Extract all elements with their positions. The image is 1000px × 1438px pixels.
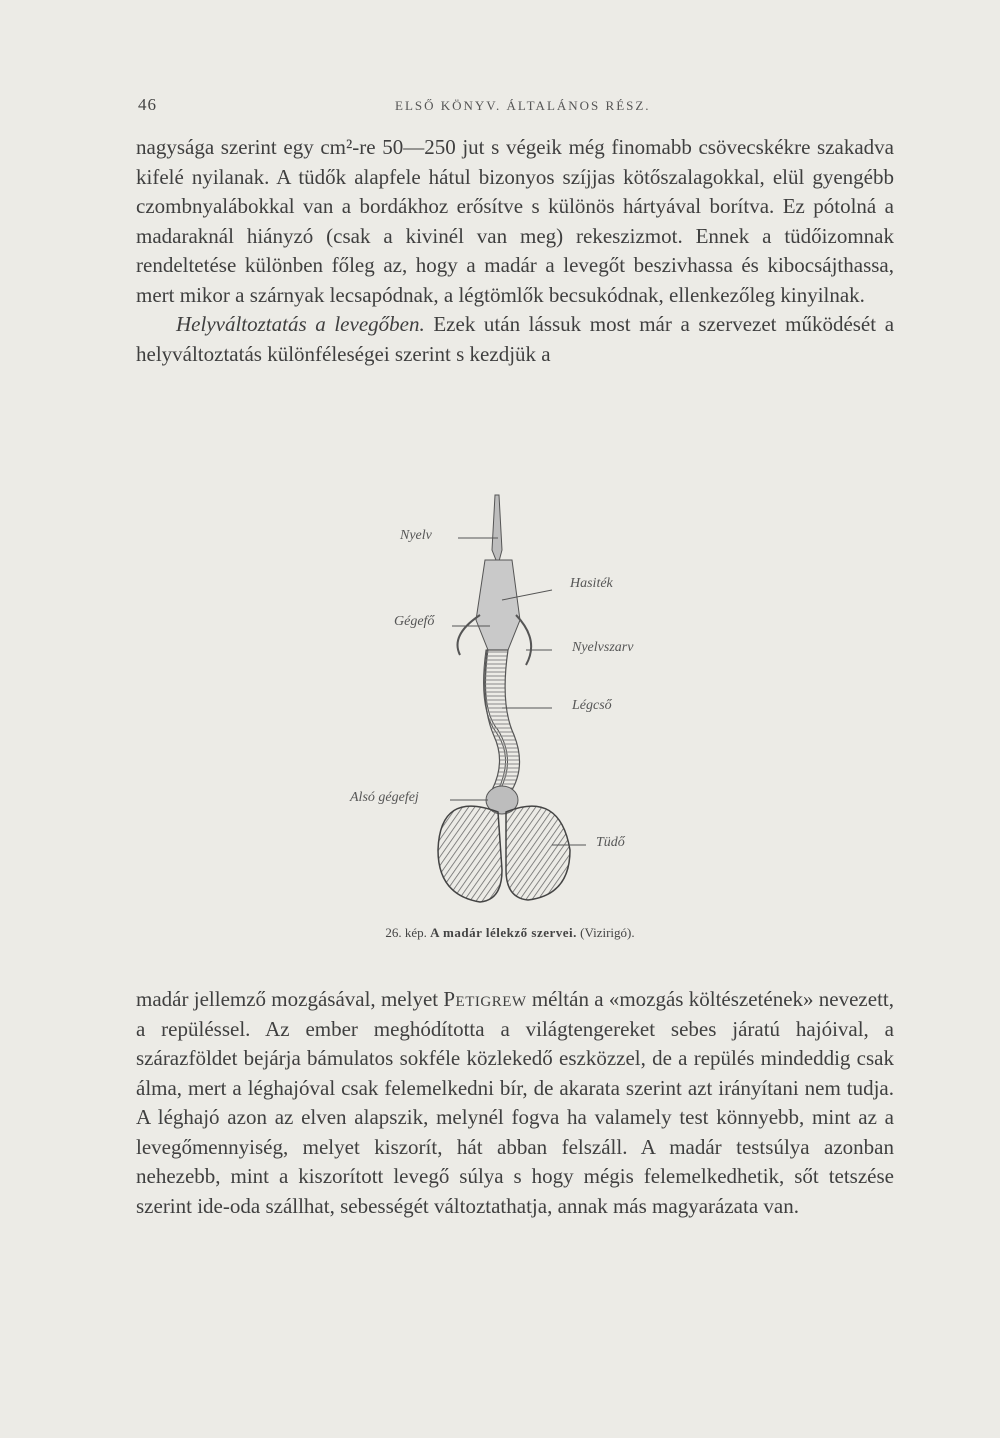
author-name: Petigrew	[443, 987, 527, 1011]
label-legcso: Légcső	[572, 698, 612, 713]
paragraph-bottom-text	[136, 985, 894, 1221]
trachea-body	[485, 650, 520, 790]
right-lung-shape	[506, 806, 570, 900]
caption-title: A madár lélekző szervei.	[430, 925, 577, 940]
respiratory-organs-illustration	[330, 490, 690, 910]
paragraph-bottom-part2: méltán a «mozgás költészetének» nevezett, a repüléssel. Az ember meghódította a világtengereket sebes járatú hajóival, a szárazföldet bejárja bámulatos sokféle közlekedő eszközzel, de a repülés mindeddig csak álma, mert a léghajóval csak felemelkedni bír, de akarata szerint azt irányítani nem tudja. A léghajó azon az elven alapszik, melynél fogva ha valamely test könnyebb, mint az a levegőmennyiség, melyet kiszorít, hát abban felszáll. A madár testsúlya azonban nehezebb, mint a kiszorított levegő súlya s hogy mégis felemelkedhetik, sőt tetszése szerint ide-oda szállhat, sebességét változtathatja, annak más magyarázata van.	[136, 987, 894, 1218]
label-gegefo: Gégefő	[394, 614, 435, 629]
label-tudo: Tüdő	[596, 835, 625, 850]
label-nyelvszarv: Nyelvszarv	[572, 640, 634, 655]
left-lung-shape	[438, 806, 502, 902]
figure-caption	[340, 925, 680, 941]
larynx-shape	[476, 560, 520, 650]
paragraph-bottom	[136, 985, 894, 1221]
paragraph-top-second-text: Ezek után lássuk most már a szervezet működését a helyváltoztatás különféleségei szerint s kezdjük a	[136, 312, 895, 366]
figure-respiratory-organs	[330, 490, 690, 910]
paragraph-top	[136, 133, 894, 369]
label-nyelv: Nyelv	[400, 528, 432, 543]
caption-number: 26. kép.	[385, 925, 427, 940]
paragraph-top-second	[136, 310, 894, 369]
tongue-shape	[492, 495, 502, 565]
section-heading: Helyváltoztatás a levegőben.	[176, 312, 425, 336]
paragraph-top-text: nagysága szerint egy cm²-re 50—250 jut s végeik még finomabb csövecskékre szakadva kifelé nyilanak. A tüdők alapfele hátul bizonyos szíjjas kötőszalagokkal, elül gyengébb czombnyalábokkal van a bordákhoz erősítve s különös hártyával borítva. Ez pótolná a madaraknál hiányzó (csak a kivinél van meg) rekeszizmot. Ennek a tüdőizomnak rendeltetése különben főleg az, hogy a madár a levegőt beszivhassa és kibocsájthassa, mert mikor a szárnyak lecsapódnak, a légtömlők becsukódnak, ellenkezőleg kinyilnak.	[136, 135, 894, 307]
running-head: ELSŐ KÖNYV. ÁLTALÁNOS RÉSZ.	[395, 98, 651, 113]
paragraph-bottom-part1: madár jellemző mozgásával, melyet	[136, 987, 444, 1011]
caption-note: (Vizirigó).	[580, 925, 635, 940]
page-number: 46	[138, 95, 157, 114]
label-also-gegefej: Alsó gégefej	[350, 790, 419, 805]
label-hasitek: Hasiték	[570, 576, 613, 591]
